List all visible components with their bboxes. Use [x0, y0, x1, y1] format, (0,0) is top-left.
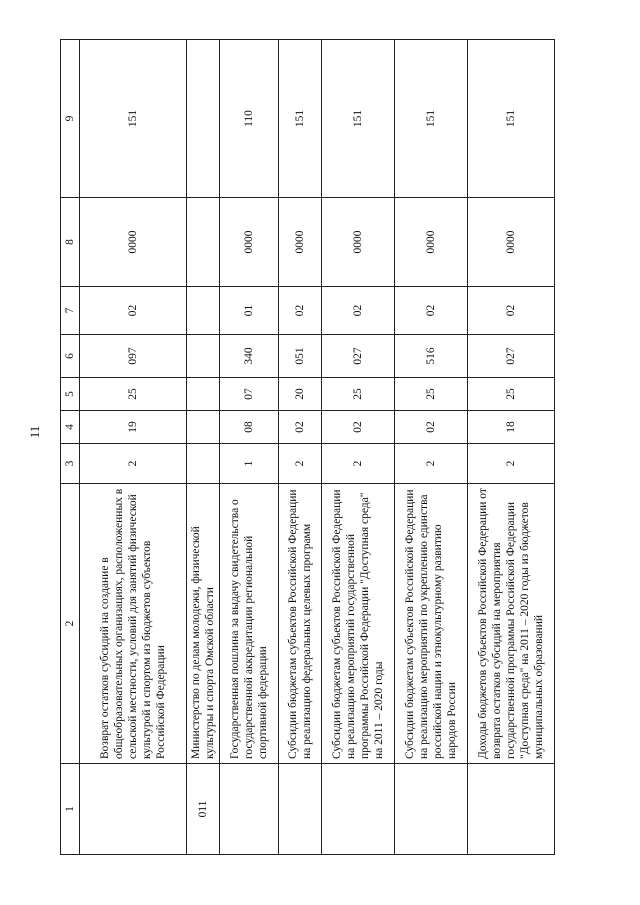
cell-col5: 25	[80, 378, 187, 411]
cell-col3	[187, 444, 220, 484]
cell-col9: 151	[279, 40, 322, 198]
cell-col7	[187, 287, 220, 335]
cell-col7: 02	[468, 287, 555, 335]
cell-col3: 2	[395, 444, 468, 484]
cell-col3: 1	[220, 444, 279, 484]
table-row	[395, 40, 468, 855]
cell-col9: 151	[468, 40, 555, 198]
table-row	[80, 40, 187, 855]
cell-col6	[187, 335, 220, 378]
cell-col6: 051	[279, 335, 322, 378]
cell-col3: 2	[322, 444, 395, 484]
cell-description: Субсидии бюджетам субъектов Российской Федерации на реализацию мероприятий государственной программы Российской Федерации "Доступная среда" на 2011 – 2020 годы	[322, 484, 395, 764]
cell-col4	[187, 411, 220, 444]
cell-col9: 151	[80, 40, 187, 198]
column-header-6: 6	[61, 335, 80, 378]
cell-col4: 08	[220, 411, 279, 444]
cell-col4: 18	[468, 411, 555, 444]
cell-description: Государственная пошлина за выдачу свидетельства о государственной аккредитации региональной спортивной федерации	[220, 484, 279, 764]
cell-col6: 097	[80, 335, 187, 378]
cell-description: Доходы бюджетов субъектов Российской Федерации от возврата остатков субсидий на мероприятия государственной программы Российской Федерации "Доступная среда" на 2011 – 2020 годы из бюджетов муниципальных образований	[468, 484, 555, 764]
cell-admin-code: 011	[187, 764, 220, 855]
cell-col8: 0000	[395, 198, 468, 287]
rotated-page-content	[60, 40, 606, 855]
cell-col8: 0000	[220, 198, 279, 287]
cell-col8: 0000	[279, 198, 322, 287]
cell-col8: 0000	[322, 198, 395, 287]
column-header-9: 9	[61, 40, 80, 198]
page-number: 11	[27, 425, 42, 439]
table-row	[220, 40, 279, 855]
column-header-8: 8	[61, 198, 80, 287]
column-header-7: 7	[61, 287, 80, 335]
cell-admin-code	[220, 764, 279, 855]
table-row	[187, 40, 220, 855]
cell-admin-code	[80, 764, 187, 855]
column-header-1: 1	[61, 764, 80, 855]
cell-col9: 110	[220, 40, 279, 198]
cell-col3: 2	[468, 444, 555, 484]
cell-col4: 02	[279, 411, 322, 444]
cell-col5: 25	[395, 378, 468, 411]
cell-col4: 02	[395, 411, 468, 444]
cell-col7: 02	[80, 287, 187, 335]
cell-col5: 25	[322, 378, 395, 411]
budget-classification-table	[60, 39, 555, 855]
cell-col4: 02	[322, 411, 395, 444]
cell-admin-code	[395, 764, 468, 855]
column-header-3: 3	[61, 444, 80, 484]
cell-col8	[187, 198, 220, 287]
cell-col7: 02	[322, 287, 395, 335]
column-header-2: 2	[61, 484, 80, 764]
cell-col9	[187, 40, 220, 198]
cell-col5: 07	[220, 378, 279, 411]
cell-col6: 340	[220, 335, 279, 378]
cell-col7: 01	[220, 287, 279, 335]
cell-col9: 151	[395, 40, 468, 198]
cell-col8: 0000	[468, 198, 555, 287]
cell-description: Министерство по делам молодежи, физической культуры и спорта Омской области	[187, 484, 220, 764]
cell-col4: 19	[80, 411, 187, 444]
column-header-5: 5	[61, 378, 80, 411]
cell-col6: 516	[395, 335, 468, 378]
table-row	[279, 40, 322, 855]
cell-col5	[187, 378, 220, 411]
cell-col7: 02	[395, 287, 468, 335]
cell-admin-code	[322, 764, 395, 855]
cell-col7: 02	[279, 287, 322, 335]
cell-col9: 151	[322, 40, 395, 198]
cell-admin-code	[468, 764, 555, 855]
cell-description: Возврат остатков субсидий на создание в общеобразовательных организациях, расположенных в сельской местности, условий для занятий физической культурой и спортом из бюджетов субъектов Российской Федерации	[80, 484, 187, 764]
table-header-row	[61, 40, 80, 855]
cell-col6: 027	[322, 335, 395, 378]
cell-col5: 20	[279, 378, 322, 411]
cell-admin-code	[279, 764, 322, 855]
cell-col5: 25	[468, 378, 555, 411]
column-header-4: 4	[61, 411, 80, 444]
table-row	[468, 40, 555, 855]
cell-col8: 0000	[80, 198, 187, 287]
cell-description: Субсидии бюджетам субъектов Российской Федерации на реализацию федеральных целевых программ	[279, 484, 322, 764]
table-row	[322, 40, 395, 855]
cell-col3: 2	[279, 444, 322, 484]
cell-col6: 027	[468, 335, 555, 378]
cell-col3: 2	[80, 444, 187, 484]
cell-description: Субсидии бюджетам субъектов Российской Федерации на реализацию мероприятий по укреплению единства российской нации и этнокультурному развитию народов России	[395, 484, 468, 764]
